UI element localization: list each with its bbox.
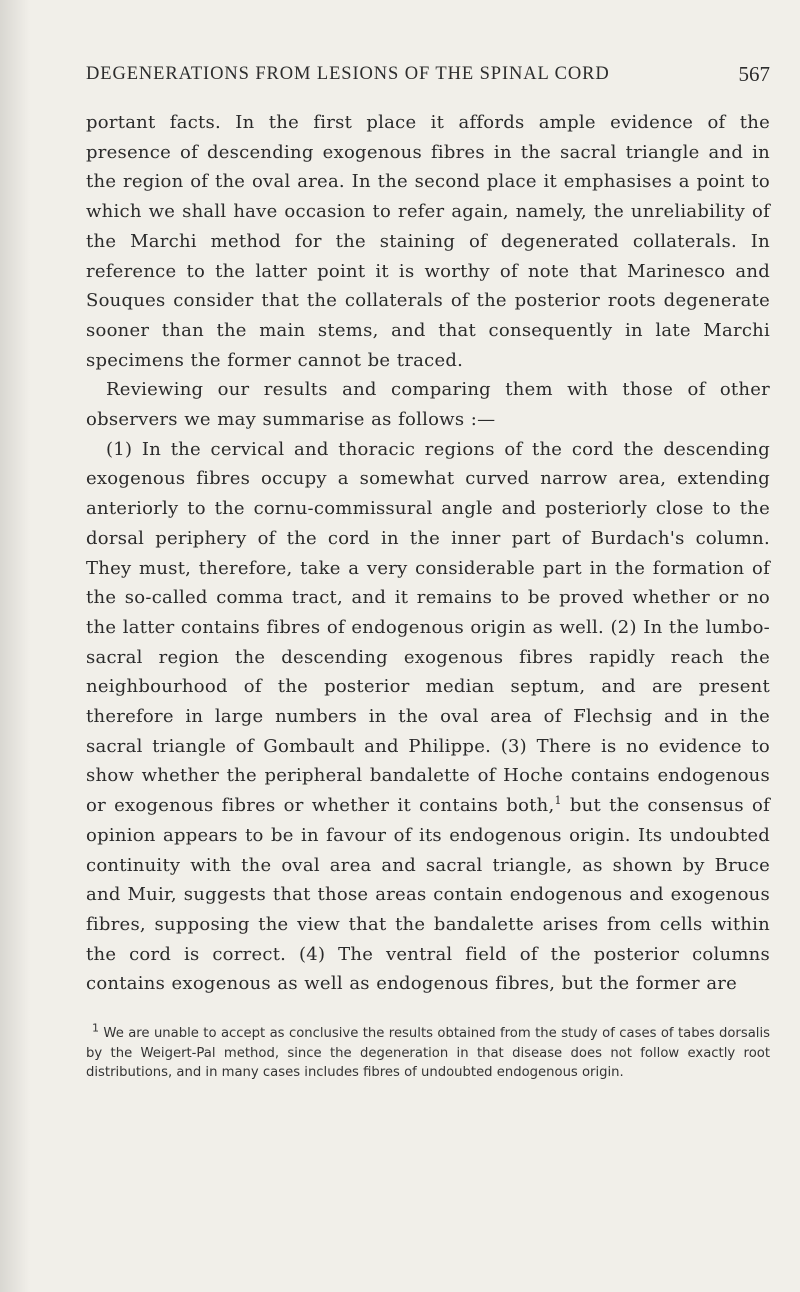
paragraph-1: portant facts. In the first place it affords ample evidence of the presence of descending exogenous fibres in the sacral triangle and in the region of the oval area. In the second place it emphasises a point to which we shall have occasion to refer again, namely, the unreliability of the Marchi method for the staining of degenerated collaterals. In reference to the latter point it is worthy of note that Marinesco and Souques consider that the collaterals of the posterior roots degenerate sooner than the main stems, and that consequently in late Marchi specimens the former cannot be traced. [86,112,770,371]
page-gutter-shadow [0,0,30,1292]
footnote-text [86,1021,770,1083]
paragraph-2: Reviewing our results and comparing them with those of other observers we may summarise as follows :— [86,379,770,431]
footnote-marker: 1 [92,1021,99,1035]
paragraph-3-part-2: but the consensus of opinion appears to be in favour of its endogenous origin. Its undoubted continuity with the oval area and sacral triangle, as shown by Bruce and Muir, suggests that those areas contain endogenous and exogenous fibres, supposing the view that the bandalette arises from cells within the cord is correct. (4) The ventral field of the posterior columns contains exogenous as well as endogenous fibres, but the former are [86,795,770,995]
running-head [86,64,770,94]
footnote-body: We are unable to accept as conclusive the results obtained from the study of cases of tabes dorsalis by the Weigert-Pal method, since the degeneration in that disease does not follow exactly root distributions, and in many cases includes fibres of undoubted endogenous origin. [86,1026,770,1080]
page-number: 567 [738,62,770,86]
paragraph-3 [86,435,770,999]
footnote-reference[interactable]: 1 [554,794,562,808]
footnote [86,1021,770,1083]
paragraph-3-part-1: (1) In the cervical and thoracic regions of the cord the descending exogenous fibres occupy a somewhat curved narrow area, extending anteriorly to the cornu-commissural angle and posteriorly close to the dorsal periphery of the cord in the inner part of Burdach's column. They must, therefore, take a very considerable part in the formation of the so-called comma tract, and it remains to be proved whether or no the latter contains fibres of endogenous origin as well. (2) In the lumbo-sacral region the descending exogenous fibres rapidly reach the neighbourhood of the posterior median septum, and are present therefore in large numbers in the oval area of Flechsig and in the sacral triangle of Gombault and Philippe. (3) There is no evidence to show whether the peripheral bandalette of Hoche contains endogenous or exogenous fibres or whether it contains both, [86,438,770,817]
body-text [86,108,770,999]
running-title: DEGENERATIONS FROM LESIONS OF THE SPINAL CORD [86,64,610,84]
